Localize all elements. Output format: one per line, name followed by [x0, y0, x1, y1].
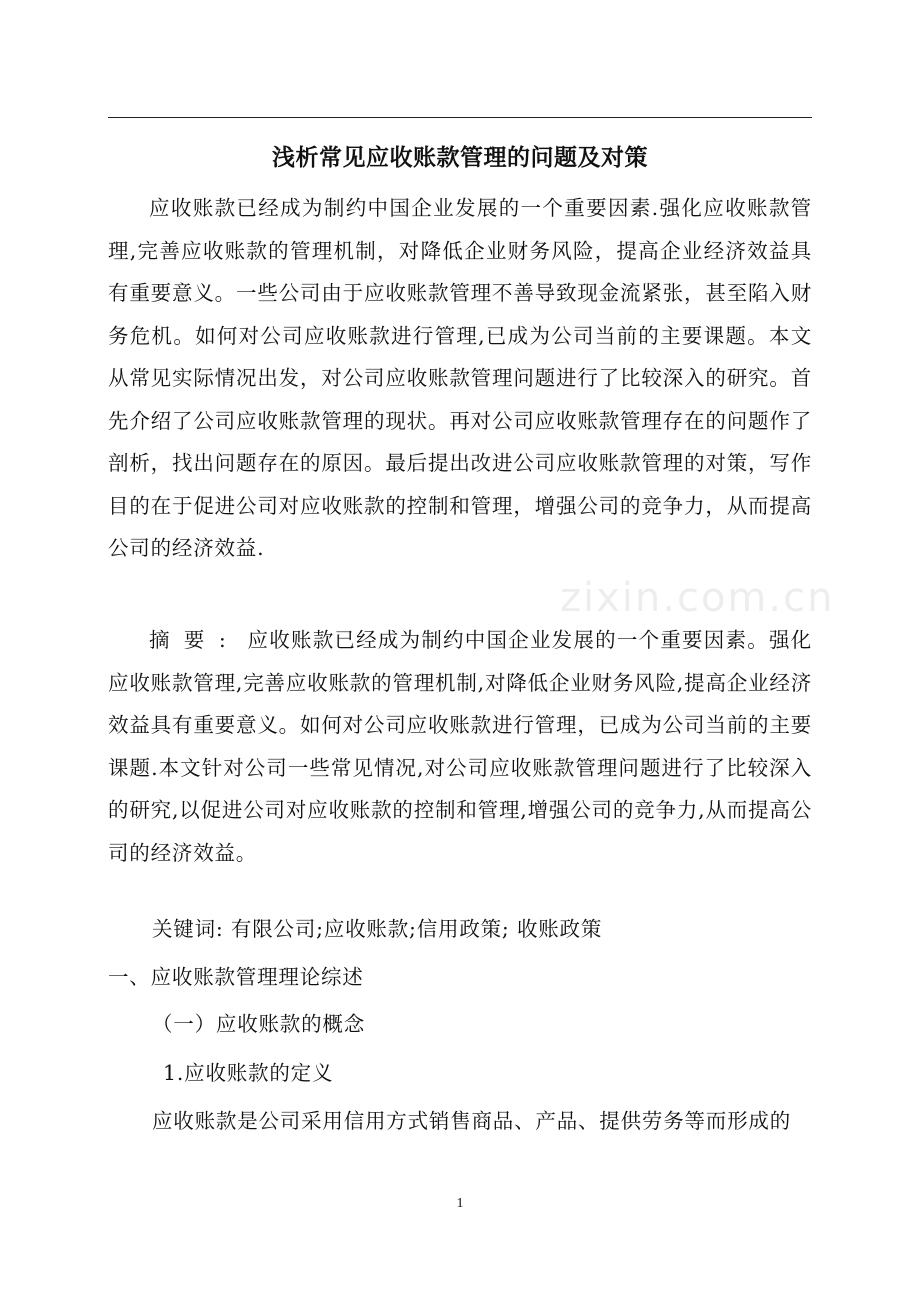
- section-heading: 一、应收账款管理理论综述: [108, 965, 364, 989]
- abstract-label: 摘要:: [149, 628, 240, 652]
- document-title: 浅析常见应收账款管理的问题及对策: [272, 144, 648, 171]
- intro-paragraph: 应收账款已经成为制约中国企业发展的一个重要因素.强化应收账款管理,完善应收账款的管理机制，对降低企业财务风险，提高企业经济效益具有重要意义。一些公司由于应收账款管理不善导致现金流紧张，甚至陷入财务危机。如何对公司应收账款进行管理,已成为公司当前的主要课题。本文从常见实际情况出发，对公司应收账款管理问题进行了比较深入的研究。首先介绍了公司应收账款管理的现状。再对公司应收账款管理存在的问题作了剖析，找出问题存在的原因。最后提出改进公司应收账款管理的对策，写作目的在于促进公司对应收账款的控制和管理，增强公司的竞争力，从而提高公司的经济效益.: [108, 196, 812, 560]
- watermark: zixin.com.cn: [560, 575, 835, 621]
- subsubsection-heading: 1.应收账款的定义: [163, 1061, 334, 1085]
- header-rule: [108, 117, 812, 118]
- subsection-heading: （一）应收账款的概念: [152, 1012, 365, 1036]
- abstract-paragraph: [108, 619, 812, 874]
- body-paragraph: 应收账款是公司采用信用方式销售商品、产品、提供劳务等而形成的: [152, 1109, 791, 1133]
- abstract-text: 应收账款已经成为制约中国企业发展的一个重要因素。强化应收账款管理,完善应收账款的管理机制,对降低企业财务风险,提高企业经济效益具有重要意义。如何对公司应收账款进行管理，已成为公司当前的主要课题.本文针对公司一些常见情况,对公司应收账款管理问题进行了比较深入的研究,以促进公司对应收账款的控制和管理,增强公司的竞争力,从而提高公司的经济效益。: [108, 628, 812, 865]
- page-number: 1: [456, 1196, 464, 1211]
- keywords-line: 关键词: 有限公司;应收账款;信用政策; 收账政策: [152, 917, 603, 941]
